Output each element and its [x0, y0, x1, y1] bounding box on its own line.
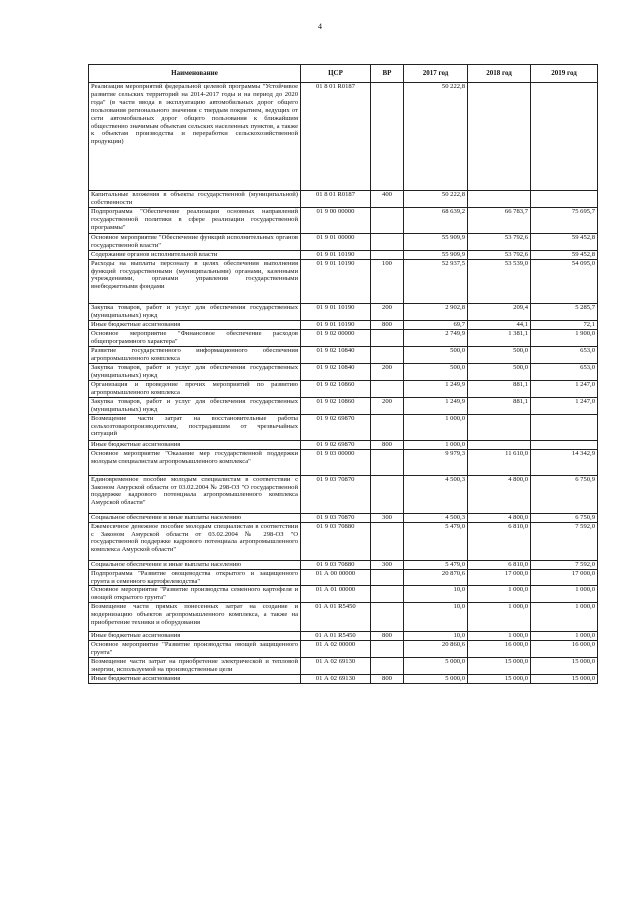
table-row	[89, 259, 598, 303]
row-2018: 209,4	[468, 303, 531, 320]
row-2019: 59 452,8	[531, 250, 598, 259]
row-2017: 10,0	[404, 632, 468, 641]
table-row	[89, 475, 598, 513]
table-row	[89, 560, 598, 569]
row-2017: 5 000,0	[404, 658, 468, 675]
row-2018: 17 000,0	[468, 569, 531, 586]
row-2017: 1 000,0	[404, 440, 468, 449]
row-name: Закупка товаров, работ и услуг для обеспечения государственных (муниципальных) нужд	[89, 397, 301, 414]
row-2018: 1 381,1	[468, 329, 531, 346]
row-2019: 653,0	[531, 346, 598, 363]
row-2017: 5 479,0	[404, 560, 468, 569]
table-row	[89, 586, 598, 603]
row-code: 01 9 03 00000	[301, 449, 371, 475]
row-2017: 55 909,9	[404, 250, 468, 259]
row-2019	[531, 83, 598, 191]
row-2018: 16 000,0	[468, 641, 531, 658]
table-row	[89, 207, 598, 233]
row-name: Иные бюджетные ассигнования	[89, 675, 301, 684]
row-name: Закупка товаров, работ и услуг для обеспечения государственных (муниципальных) нужд	[89, 303, 301, 320]
row-2017: 500,0	[404, 363, 468, 380]
row-code: 01 9 01 10190	[301, 259, 371, 303]
row-vr	[371, 641, 404, 658]
row-2019	[531, 414, 598, 440]
row-2017: 69,7	[404, 320, 468, 329]
row-2017: 10,0	[404, 586, 468, 603]
row-2017: 1 249,9	[404, 397, 468, 414]
table-row	[89, 522, 598, 560]
row-2019: 1 000,0	[531, 586, 598, 603]
row-code: 01 А 02 69130	[301, 658, 371, 675]
row-code: 01 9 02 69870	[301, 440, 371, 449]
row-vr: 200	[371, 303, 404, 320]
row-name: Капитальные вложения в объекты государственной (муниципальной) собственности	[89, 191, 301, 208]
row-2019: 75 695,7	[531, 207, 598, 233]
row-2017: 5 000,0	[404, 675, 468, 684]
row-2019: 5 285,7	[531, 303, 598, 320]
row-name: Социальное обеспечение и иные выплаты населению	[89, 560, 301, 569]
row-name: Единовременное пособие молодым специалистам в соответствии с Законом Амурской области от 03.02.2004 № 298-ОЗ "О государственной поддержке кадрового потенциала агропромышленного комплекса Амурской области"	[89, 475, 301, 513]
row-2018	[468, 440, 531, 449]
row-name: Содержание органов исполнительной власти	[89, 250, 301, 259]
row-2019: 1 247,0	[531, 397, 598, 414]
row-name: Иные бюджетные ассигнования	[89, 320, 301, 329]
budget-table	[88, 64, 598, 684]
row-vr: 300	[371, 513, 404, 522]
row-name: Реализация мероприятий федеральной целевой программы "Устойчивое развитие сельских территорий на 2014-2017 годы и на период до 2020 года" (в части ввода в эксплуатацию автомобильных дорог общего пользования регионального значения с твердым покрытием, ведущих от сети автомобильных дорог общего пользования к ближайшим общественно значимым объектам сельских населенных пунктов, а также к объектам производства и переработки сельскохозяйственной продукции)	[89, 83, 301, 191]
header-2017: 2017 год	[404, 65, 468, 83]
table-row	[89, 397, 598, 414]
row-name: Основное мероприятие "Развитие производства семенного картофеля и овощей открытого грунта"	[89, 586, 301, 603]
row-code: 01 9 02 00000	[301, 329, 371, 346]
row-code: 01 А 02 00000	[301, 641, 371, 658]
row-2019: 54 095,0	[531, 259, 598, 303]
row-2018: 500,0	[468, 346, 531, 363]
row-2018: 1 000,0	[468, 632, 531, 641]
row-2018	[468, 191, 531, 208]
row-2019: 72,1	[531, 320, 598, 329]
row-name: Основное мероприятие "Финансовое обеспечение расходов общепрограммного характера"	[89, 329, 301, 346]
row-2017: 50 222,8	[404, 191, 468, 208]
row-2019: 7 592,0	[531, 522, 598, 560]
table-row	[89, 303, 598, 320]
row-2018: 53 539,0	[468, 259, 531, 303]
row-2018: 66 783,7	[468, 207, 531, 233]
row-2019: 1 000,0	[531, 603, 598, 632]
row-name: Развитие государственного информационного обеспечения агропромышленного комплекса	[89, 346, 301, 363]
table-row	[89, 320, 598, 329]
row-code: 01 9 03 70870	[301, 513, 371, 522]
row-2019: 14 342,9	[531, 449, 598, 475]
row-code: 01 9 01 10190	[301, 303, 371, 320]
row-2019: 59 452,8	[531, 233, 598, 250]
row-vr	[371, 207, 404, 233]
table-row	[89, 658, 598, 675]
row-2019: 6 750,9	[531, 513, 598, 522]
row-vr: 200	[371, 397, 404, 414]
row-2017: 52 937,5	[404, 259, 468, 303]
row-2019: 1 247,0	[531, 380, 598, 397]
row-2018	[468, 414, 531, 440]
table-row	[89, 569, 598, 586]
row-name: Основное мероприятие "Обеспечение функций исполнительных органов государственной власти"	[89, 233, 301, 250]
table-row	[89, 603, 598, 632]
row-2017: 20 860,6	[404, 641, 468, 658]
row-code: 01 А 02 69130	[301, 675, 371, 684]
row-2017: 20 870,6	[404, 569, 468, 586]
row-name: Иные бюджетные ассигнования	[89, 440, 301, 449]
table-row	[89, 363, 598, 380]
header-code: ЦСР	[301, 65, 371, 83]
table-row	[89, 233, 598, 250]
row-code: 01 8 01 R0187	[301, 83, 371, 191]
row-2019: 653,0	[531, 363, 598, 380]
row-2019: 1 000,0	[531, 632, 598, 641]
row-vr	[371, 414, 404, 440]
row-2019: 1 900,0	[531, 329, 598, 346]
row-code: 01 9 02 10840	[301, 346, 371, 363]
row-vr	[371, 449, 404, 475]
row-2018: 6 810,0	[468, 560, 531, 569]
row-name: Организация и проведение прочих мероприятий по развитию агропромышленного комплекса	[89, 380, 301, 397]
row-name: Возмещение части затрат на восстановительные работы сельхозтоваропроизводителям, пострадавшим от чрезвычайных ситуаций	[89, 414, 301, 440]
row-2017: 2 902,8	[404, 303, 468, 320]
row-name: Иные бюджетные ассигнования	[89, 632, 301, 641]
row-2017: 1 249,9	[404, 380, 468, 397]
row-code: 01 9 03 70870	[301, 475, 371, 513]
row-vr	[371, 380, 404, 397]
row-2017: 10,0	[404, 603, 468, 632]
row-2017: 500,0	[404, 346, 468, 363]
row-2018: 500,0	[468, 363, 531, 380]
row-2018: 15 000,0	[468, 658, 531, 675]
row-vr: 800	[371, 320, 404, 329]
row-name: Расходы на выплаты персоналу в целях обеспечения выполнения функций государственными (муниципальными) органами, казенными учреждениями, органами управления государственными внебюджетными фондами	[89, 259, 301, 303]
row-name: Основное мероприятие "Развитие производства овощей защищенного грунта"	[89, 641, 301, 658]
row-2018: 11 610,0	[468, 449, 531, 475]
table-row	[89, 440, 598, 449]
row-2018: 44,1	[468, 320, 531, 329]
row-code: 01 9 01 10190	[301, 320, 371, 329]
row-code: 01 9 02 69870	[301, 414, 371, 440]
row-2018: 1 000,0	[468, 603, 531, 632]
row-vr: 300	[371, 560, 404, 569]
table-row	[89, 675, 598, 684]
row-2017: 4 500,3	[404, 513, 468, 522]
row-vr	[371, 233, 404, 250]
row-code: 01 8 01 R0187	[301, 191, 371, 208]
page-number: 4	[318, 22, 322, 31]
row-2019: 6 750,9	[531, 475, 598, 513]
row-2017: 2 749,9	[404, 329, 468, 346]
row-2017: 55 909,9	[404, 233, 468, 250]
table-row	[89, 449, 598, 475]
row-vr	[371, 586, 404, 603]
row-code: 01 9 02 10840	[301, 363, 371, 380]
row-2017: 1 000,0	[404, 414, 468, 440]
row-2018	[468, 83, 531, 191]
table-row	[89, 191, 598, 208]
row-code: 01 9 02 10860	[301, 380, 371, 397]
row-2018: 4 800,0	[468, 513, 531, 522]
row-code: 01 А 01 R5450	[301, 632, 371, 641]
row-2018: 1 000,0	[468, 586, 531, 603]
row-2017: 4 500,3	[404, 475, 468, 513]
row-2019	[531, 191, 598, 208]
row-2017: 5 479,0	[404, 522, 468, 560]
row-2018: 881,1	[468, 380, 531, 397]
row-vr	[371, 329, 404, 346]
row-vr: 100	[371, 259, 404, 303]
row-2018: 53 792,6	[468, 233, 531, 250]
row-name: Подпрограмма "Развитие овощеводства открытого и защищенного грунта и семенного картофелеводства"	[89, 569, 301, 586]
row-vr: 200	[371, 363, 404, 380]
row-2019: 17 000,0	[531, 569, 598, 586]
header-2018: 2018 год	[468, 65, 531, 83]
row-code: 01 А 00 00000	[301, 569, 371, 586]
table-row	[89, 329, 598, 346]
row-code: 01 9 01 00000	[301, 233, 371, 250]
row-2019: 7 592,0	[531, 560, 598, 569]
table-row	[89, 641, 598, 658]
row-name: Закупка товаров, работ и услуг для обеспечения государственных (муниципальных) нужд	[89, 363, 301, 380]
row-vr: 800	[371, 632, 404, 641]
row-vr	[371, 658, 404, 675]
row-name: Ежемесячное денежное пособие молодым специалистам в соответствии с Законом Амурской области от 03.02.2004 № 298-ОЗ "О государственной поддержке кадрового потенциала агропромышленного комплекса Амурской области"	[89, 522, 301, 560]
row-vr	[371, 83, 404, 191]
row-2017: 68 639,2	[404, 207, 468, 233]
row-name: Подпрограмма "Обеспечение реализации основных направлений государственной политики в сфере реализации государственной программы"	[89, 207, 301, 233]
row-vr	[371, 603, 404, 632]
row-code: 01 А 01 00000	[301, 586, 371, 603]
row-2018: 53 792,6	[468, 250, 531, 259]
row-code: 01 9 03 70880	[301, 522, 371, 560]
row-name: Социальное обеспечение и иные выплаты населению	[89, 513, 301, 522]
row-vr	[371, 250, 404, 259]
row-2018: 15 000,0	[468, 675, 531, 684]
row-2017: 9 979,3	[404, 449, 468, 475]
table-row	[89, 380, 598, 397]
row-2019: 15 000,0	[531, 675, 598, 684]
row-name: Возмещение части прямых понесенных затрат на создание и модернизацию объектов агропромышленного комплекса, а также на приобретение техники и оборудования	[89, 603, 301, 632]
row-code: 01 9 03 70880	[301, 560, 371, 569]
row-name: Основное мероприятие "Оказание мер государственной поддержки молодым специалистам агропромышленного комплекса"	[89, 449, 301, 475]
table-row	[89, 632, 598, 641]
table-row	[89, 250, 598, 259]
table-row	[89, 513, 598, 522]
row-code: 01 9 02 10860	[301, 397, 371, 414]
row-vr: 800	[371, 675, 404, 684]
row-2018: 4 800,0	[468, 475, 531, 513]
row-name: Возмещение части затрат на приобретение электрической и тепловой энергии, используемой на производственные цели	[89, 658, 301, 675]
table-row	[89, 83, 598, 191]
header-row	[89, 65, 598, 83]
row-vr	[371, 475, 404, 513]
row-2018: 6 810,0	[468, 522, 531, 560]
row-2019: 15 000,0	[531, 658, 598, 675]
row-vr: 400	[371, 191, 404, 208]
row-vr	[371, 522, 404, 560]
row-code: 01 А 01 R5450	[301, 603, 371, 632]
header-vr: ВР	[371, 65, 404, 83]
row-2018: 881,1	[468, 397, 531, 414]
row-vr	[371, 569, 404, 586]
header-name: Наименование	[89, 65, 301, 83]
row-2019	[531, 440, 598, 449]
row-vr: 800	[371, 440, 404, 449]
row-2017: 50 222,8	[404, 83, 468, 191]
header-2019: 2019 год	[531, 65, 598, 83]
table-row	[89, 346, 598, 363]
row-vr	[371, 346, 404, 363]
row-code: 01 9 01 10190	[301, 250, 371, 259]
table-row	[89, 414, 598, 440]
row-code: 01 9 00 00000	[301, 207, 371, 233]
row-2019: 16 000,0	[531, 641, 598, 658]
